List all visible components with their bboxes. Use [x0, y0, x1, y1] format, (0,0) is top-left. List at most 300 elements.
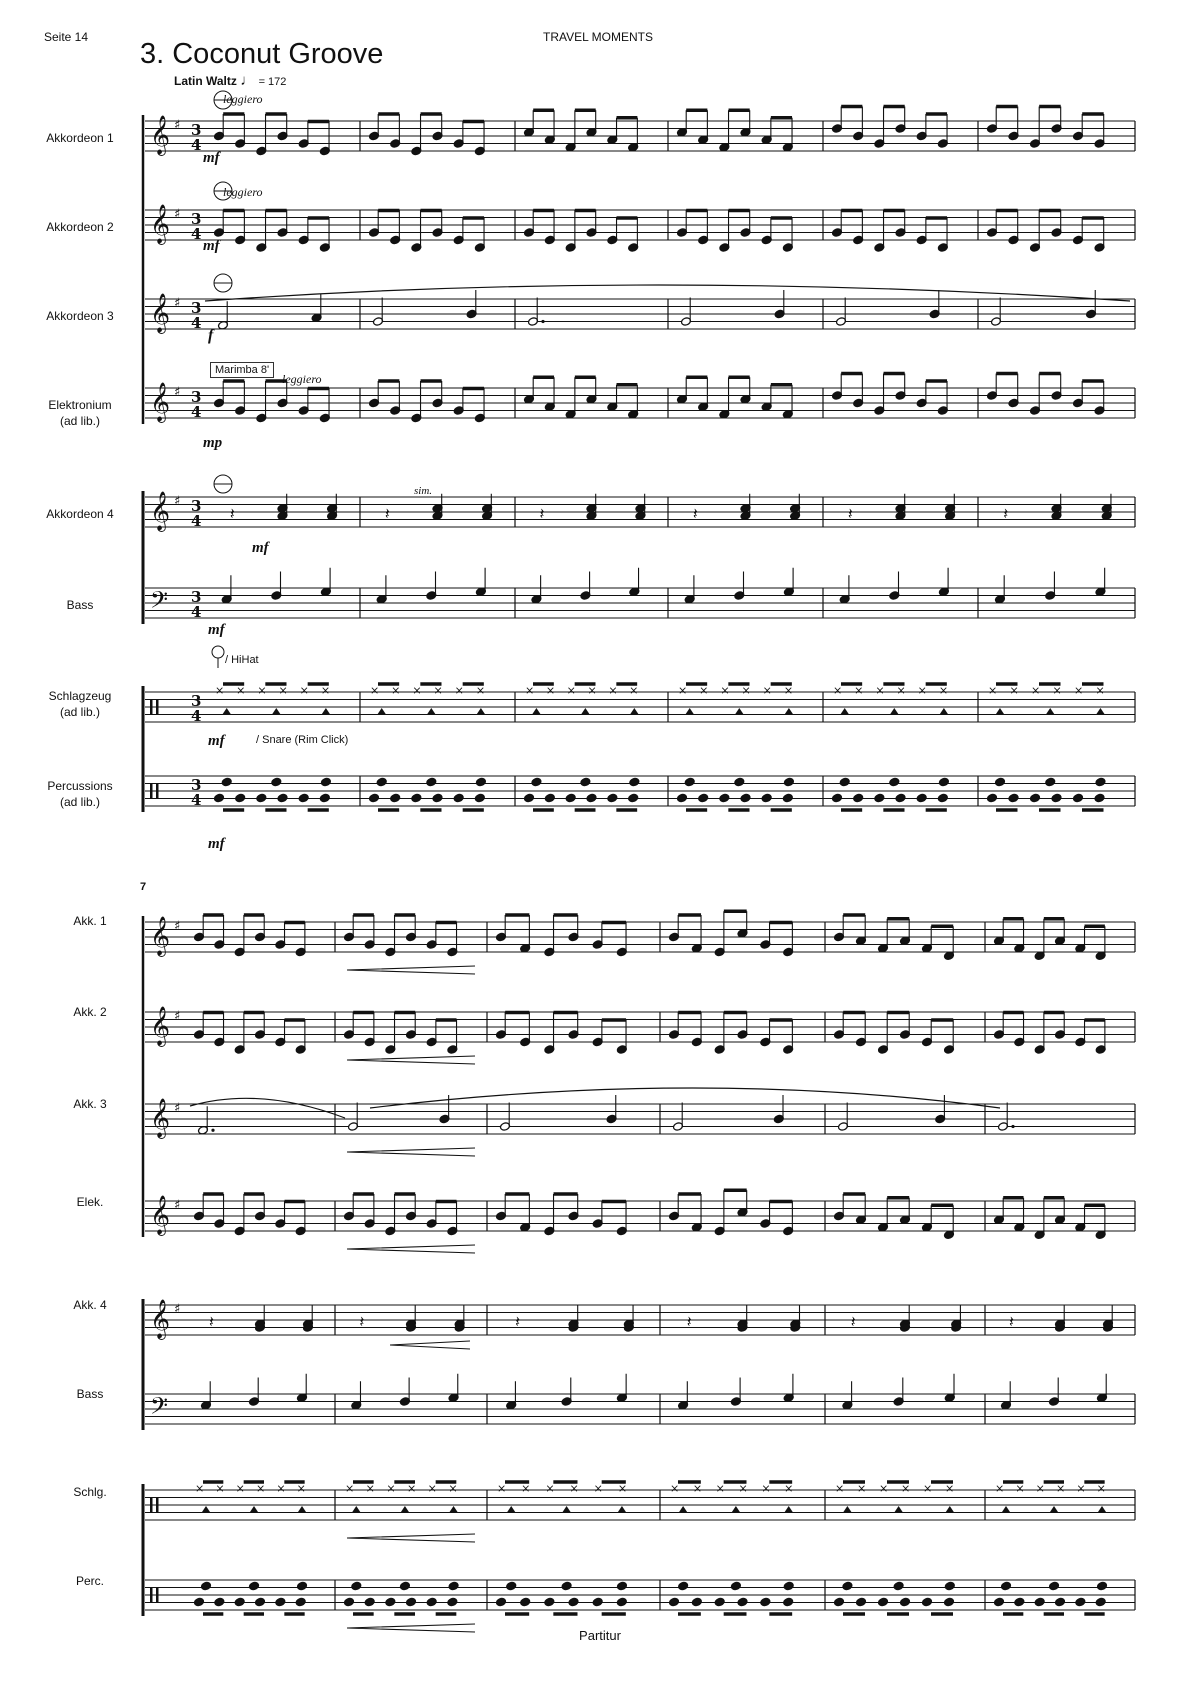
- bass-clef-icon: 𝄢: [150, 586, 169, 619]
- percussion-note: [832, 793, 843, 803]
- hihat-note: ×: [386, 1482, 396, 1495]
- hihat-note: ×: [454, 684, 464, 697]
- hihat-note: ×: [692, 1482, 703, 1495]
- hihat-note: ×: [1052, 684, 1062, 697]
- percussion-note: [937, 793, 948, 803]
- instrument-label-drums-short: Schlg.: [73, 1485, 107, 1499]
- snare-note: [890, 708, 898, 714]
- treble-clef-icon: 𝄞: [150, 916, 171, 956]
- quarter-rest: 𝄽: [686, 1312, 692, 1331]
- hihat-note: ×: [670, 1482, 680, 1495]
- percussion-note: [496, 1597, 507, 1607]
- hihat-note: ×: [875, 684, 885, 697]
- time-signature: 4: [191, 512, 202, 530]
- crescendo-hairpin: [347, 966, 475, 974]
- instrument-label-akk2-short: Akk. 2: [73, 1005, 107, 1019]
- key-signature-sharp: ♯: [174, 919, 181, 934]
- hihat-note: ×: [1009, 684, 1019, 697]
- hihat-note: ×: [741, 684, 751, 697]
- percussion-note: [399, 1581, 410, 1591]
- hihat-note: ×: [593, 1482, 603, 1495]
- percussion-note: [878, 1597, 889, 1607]
- hihat-note: ×: [995, 1482, 1005, 1495]
- hihat-note: ×: [256, 1482, 266, 1495]
- instrument-label-akk4: Akkordeon 4: [46, 507, 114, 521]
- hihat-note: ×: [938, 684, 949, 697]
- instrument-label-elek-short: Elek.: [76, 1195, 104, 1209]
- quarter-rest: 𝄽: [359, 1312, 365, 1331]
- instrument-label-akk1: Akkordeon 1: [46, 131, 114, 145]
- percussion-note: [783, 1581, 794, 1591]
- percussion-clef-icon: [156, 699, 159, 715]
- snare-note: [686, 708, 694, 714]
- percussion-note: [1097, 1581, 1108, 1591]
- hihat-note: ×: [215, 684, 225, 697]
- percussion-note: [691, 1597, 702, 1607]
- time-signature: 4: [191, 707, 202, 725]
- percussion-note: [783, 777, 794, 787]
- percussion-note: [922, 1597, 933, 1607]
- percussion-note: [320, 777, 331, 787]
- percussion-note: [1075, 1597, 1086, 1607]
- time-signature: 3: [191, 210, 202, 228]
- percussion-note: [235, 793, 246, 803]
- snare-note: [1098, 1506, 1106, 1512]
- snare-note: [946, 1506, 954, 1512]
- snare-note: [378, 708, 386, 714]
- hihat-note: ×: [901, 1482, 911, 1495]
- percussion-note: [842, 1581, 853, 1591]
- time-signature: 3: [191, 299, 202, 317]
- crescendo-hairpin: [390, 1341, 470, 1349]
- augmentation-dot: [1011, 1125, 1014, 1128]
- percussion-note: [1055, 1597, 1066, 1607]
- measure-number: 7: [140, 881, 147, 893]
- percussion-note: [565, 793, 576, 803]
- hihat-note: ×: [1031, 684, 1041, 697]
- hihat-note: ×: [525, 684, 535, 697]
- quarter-rest: 𝄽: [515, 1312, 521, 1331]
- percussion-note: [561, 1581, 572, 1591]
- hihat-note: ×: [945, 1482, 955, 1495]
- time-signature: 4: [191, 136, 202, 154]
- slur: [190, 1098, 345, 1118]
- snare-note: [322, 708, 330, 714]
- hihat-note: ×: [475, 684, 486, 697]
- leggiero-mark: leggiero: [282, 372, 322, 386]
- treble-clef-icon: 𝄞: [150, 115, 171, 155]
- hihat-note: ×: [783, 684, 794, 697]
- percussion-note: [344, 1597, 355, 1607]
- key-signature-sharp: ♯: [174, 1302, 181, 1317]
- percussion-note: [201, 1581, 212, 1591]
- snare-note: [427, 708, 435, 714]
- quarter-rest: 𝄽: [209, 1312, 214, 1331]
- snare-note: [940, 708, 948, 714]
- percussion-note: [586, 793, 597, 803]
- dynamic-elek: mp: [203, 435, 223, 451]
- hihat-note: ×: [762, 684, 772, 697]
- time-signature: 3: [191, 776, 202, 794]
- snare-note: [250, 1506, 258, 1512]
- percussion-note: [234, 1597, 245, 1607]
- snare-note: [841, 708, 849, 714]
- percussion-note: [221, 777, 232, 787]
- percussion-note: [944, 1581, 955, 1591]
- time-signature: 3: [191, 588, 202, 606]
- snare-label: / Snare (Rim Click): [256, 734, 349, 746]
- dynamic-akk3: f: [208, 327, 214, 344]
- time-signature: 4: [191, 403, 202, 421]
- hihat-note: ×: [833, 684, 843, 697]
- percussion-note: [544, 793, 555, 803]
- hihat-note: ×: [720, 684, 730, 697]
- hihat-note: ×: [278, 684, 288, 697]
- hihat-note: ×: [1056, 1482, 1066, 1495]
- hihat-note: ×: [276, 1482, 286, 1495]
- percussion-clef-icon: [150, 783, 153, 799]
- percussion-note: [255, 1597, 266, 1607]
- hihat-note: ×: [857, 1482, 867, 1495]
- percussion-note: [944, 1597, 955, 1607]
- percussion-note: [295, 1597, 306, 1607]
- hihat-note: ×: [407, 1482, 417, 1495]
- percussion-clef-icon: [150, 1587, 153, 1603]
- percussion-note: [214, 1597, 225, 1607]
- dynamic-drums: mf: [208, 733, 225, 749]
- hihat-note: ×: [545, 684, 556, 697]
- marimba-box: Marimba 8': [210, 362, 274, 378]
- quarter-rest: 𝄽: [384, 504, 390, 523]
- quarter-note-icon: ♩: [240, 72, 256, 89]
- quarter-rest: 𝄽: [692, 504, 698, 523]
- hihat-note: ×: [427, 1482, 437, 1495]
- hihat-note: ×: [320, 684, 331, 697]
- percussion-note: [1008, 793, 1019, 803]
- quarter-rest: 𝄽: [1003, 504, 1009, 523]
- percussion-note: [1030, 793, 1041, 803]
- time-signature: 3: [191, 497, 202, 515]
- percussion-note: [580, 777, 591, 787]
- hihat-note: ×: [195, 1482, 205, 1495]
- instrument-label-perc: Percussions (ad lib.): [47, 779, 113, 809]
- percussion-note: [916, 793, 927, 803]
- hihat-note: ×: [1095, 684, 1105, 697]
- instrument-label-akk3: Akkordeon 3: [46, 309, 114, 323]
- instrument-label-elek: Elektronium (ad lib.): [48, 398, 112, 428]
- dynamic-bass: mf: [208, 622, 225, 638]
- instrument-label-bass: Bass: [66, 598, 94, 612]
- percussion-note: [592, 1597, 603, 1607]
- percussion-note: [531, 777, 542, 787]
- collection-title: TRAVEL MOMENTS: [543, 30, 654, 44]
- hihat-note: ×: [412, 684, 422, 697]
- hihat-note: ×: [678, 684, 688, 697]
- percussion-clef-icon: [150, 699, 153, 715]
- percussion-note: [426, 777, 437, 787]
- drumstick-icon: [212, 646, 224, 658]
- percussion-note: [669, 1597, 680, 1607]
- snare-note: [618, 1506, 626, 1512]
- crescendo-hairpin: [347, 1534, 475, 1542]
- snare-note: [895, 1506, 903, 1512]
- dynamic-akk1: mf: [203, 150, 220, 166]
- snare-note: [581, 708, 589, 714]
- treble-clef-icon: 𝄞: [150, 1195, 171, 1235]
- percussion-note: [1095, 1597, 1106, 1607]
- hihat-note: ×: [299, 684, 309, 697]
- percussion-note: [1034, 1597, 1045, 1607]
- augmentation-dot: [541, 320, 544, 323]
- hihat-note: ×: [1076, 1482, 1086, 1495]
- hihat-note: ×: [365, 1482, 375, 1495]
- hihat-note: ×: [566, 684, 576, 697]
- percussion-note: [761, 793, 772, 803]
- time-signature: 3: [191, 692, 202, 710]
- percussion-note: [740, 793, 751, 803]
- percussion-note: [256, 793, 267, 803]
- instrument-label-bass-short: Bass: [76, 1387, 104, 1401]
- hihat-note: ×: [761, 1482, 771, 1495]
- percussion-note: [760, 1597, 771, 1607]
- treble-clef-icon: 𝄞: [150, 491, 171, 531]
- percussion-note: [1094, 793, 1105, 803]
- percussion-note: [411, 793, 422, 803]
- percussion-note: [249, 1581, 260, 1591]
- treble-clef-icon: 𝄞: [150, 382, 171, 422]
- hihat-note: ×: [345, 1482, 355, 1495]
- snare-note: [202, 1506, 210, 1512]
- time-signature: 3: [191, 121, 202, 139]
- time-signature: 4: [191, 314, 202, 332]
- percussion-note: [277, 793, 288, 803]
- percussion-note: [628, 793, 639, 803]
- percussion-note: [385, 1597, 396, 1607]
- snare-note: [563, 1506, 571, 1512]
- instrument-label-akk4-short: Akk. 4: [73, 1298, 107, 1312]
- snare-note: [298, 1506, 306, 1512]
- hihat-note: ×: [433, 684, 443, 697]
- piece-title: 3. Coconut Groove: [140, 38, 384, 70]
- hihat-note: ×: [448, 1482, 458, 1495]
- hihat-note: ×: [521, 1482, 531, 1495]
- instrument-label-akk3-short: Akk. 3: [73, 1097, 107, 1111]
- key-signature-sharp: ♯: [174, 296, 181, 311]
- percussion-note: [1095, 777, 1106, 787]
- instrument-label-akk2: Akkordeon 2: [46, 220, 114, 234]
- percussion-clef-icon: [156, 783, 159, 799]
- percussion-note: [616, 1597, 627, 1607]
- time-signature: 4: [191, 225, 202, 243]
- percussion-note: [994, 777, 1005, 787]
- snare-note: [785, 708, 793, 714]
- percussion-note: [737, 1597, 748, 1607]
- augmentation-dot: [211, 1129, 214, 1132]
- leggiero-mark: leggiero: [223, 92, 263, 106]
- hihat-note: ×: [879, 1482, 889, 1495]
- hihat-note: ×: [699, 684, 709, 697]
- percussion-note: [432, 793, 443, 803]
- percussion-note: [376, 777, 387, 787]
- snare-note: [450, 1506, 458, 1512]
- hihat-note: ×: [854, 684, 864, 697]
- treble-clef-icon: 𝄞: [150, 1006, 171, 1046]
- percussion-note: [447, 1597, 458, 1607]
- instrument-label-drums: Schlagzeug (ad lib.): [48, 689, 112, 719]
- hihat-note: ×: [608, 684, 618, 697]
- snare-note: [732, 1506, 740, 1512]
- quarter-rest: 𝄽: [1009, 1312, 1014, 1331]
- hihat-note: ×: [497, 1482, 507, 1495]
- key-signature-sharp: ♯: [174, 1101, 181, 1116]
- snare-note: [507, 1506, 515, 1512]
- percussion-note: [714, 1597, 725, 1607]
- crescendo-hairpin: [347, 1056, 475, 1064]
- percussion-note: [364, 1597, 375, 1607]
- percussion-note: [893, 1581, 904, 1591]
- hihat-note: ×: [835, 1482, 845, 1495]
- hihat-note: ×: [738, 1482, 748, 1495]
- percussion-note: [856, 1597, 867, 1607]
- hihat-note: ×: [617, 1482, 628, 1495]
- leggiero-mark: leggiero: [223, 185, 263, 199]
- snare-note: [630, 708, 638, 714]
- hihat-note: ×: [917, 684, 927, 697]
- percussion-note: [895, 793, 906, 803]
- percussion-note: [426, 1597, 437, 1607]
- hihat-note: ×: [587, 684, 597, 697]
- bass-clef-icon: 𝄢: [150, 1392, 169, 1425]
- treble-clef-icon: 𝄞: [150, 204, 171, 244]
- key-signature-sharp: ♯: [174, 385, 181, 400]
- time-signature: 4: [191, 603, 202, 621]
- instrument-label-akk1-short: Akk. 1: [73, 914, 107, 928]
- percussion-note: [1045, 777, 1056, 787]
- key-signature-sharp: ♯: [174, 494, 181, 509]
- time-signature: 3: [191, 388, 202, 406]
- snare-note: [679, 1506, 687, 1512]
- percussion-note: [994, 1597, 1005, 1607]
- percussion-clef-icon: [156, 1497, 159, 1513]
- treble-clef-icon: 𝄞: [150, 293, 171, 333]
- tempo-value: = 172: [258, 76, 287, 88]
- percussion-note: [734, 777, 745, 787]
- percussion-note: [271, 777, 282, 787]
- percussion-note: [297, 1581, 308, 1591]
- percussion-note: [568, 1597, 579, 1607]
- hihat-note: ×: [545, 1482, 555, 1495]
- percussion-note: [874, 793, 885, 803]
- percussion-clef-icon: [156, 1587, 159, 1603]
- percussion-note: [319, 793, 330, 803]
- percussion-note: [1001, 1581, 1012, 1591]
- percussion-note: [194, 1597, 205, 1607]
- treble-clef-icon: 𝄞: [150, 1098, 171, 1138]
- percussion-note: [351, 1581, 362, 1591]
- percussion-note: [629, 777, 640, 787]
- percussion-note: [390, 793, 401, 803]
- page-number: Seite 14: [44, 30, 89, 44]
- snare-note: [352, 1506, 360, 1512]
- hihat-note: ×: [715, 1482, 725, 1495]
- percussion-note: [938, 777, 949, 787]
- quarter-rest: 𝄽: [850, 1312, 856, 1331]
- sim-mark: sim.: [414, 485, 433, 497]
- percussion-note: [1014, 1597, 1025, 1607]
- percussion-note: [448, 1581, 459, 1591]
- style-label: Latin Waltz: [174, 74, 237, 88]
- crescendo-hairpin: [347, 1148, 475, 1156]
- snare-note: [735, 708, 743, 714]
- hihat-note: ×: [215, 1482, 225, 1495]
- footer-label: Partitur: [579, 1628, 621, 1643]
- percussion-note: [719, 793, 730, 803]
- snare-note: [532, 708, 540, 714]
- percussion-note: [275, 1597, 286, 1607]
- hihat-note: ×: [235, 1482, 245, 1495]
- percussion-note: [298, 793, 309, 803]
- percussion-note: [369, 793, 380, 803]
- percussion-note: [474, 793, 485, 803]
- percussion-note: [839, 777, 850, 787]
- snare-note: [1046, 708, 1054, 714]
- key-signature-sharp: ♯: [174, 118, 181, 133]
- percussion-note: [475, 777, 486, 787]
- snare-note: [401, 1506, 409, 1512]
- dynamic-akk2: mf: [203, 238, 220, 254]
- snare-note: [272, 708, 280, 714]
- percussion-note: [544, 1597, 555, 1607]
- hihat-label: / HiHat: [225, 654, 259, 666]
- quarter-rest: 𝄽: [539, 504, 545, 523]
- percussion-note: [616, 1581, 627, 1591]
- hihat-note: ×: [1035, 1482, 1045, 1495]
- instrument-label-perc-short: Perc.: [75, 1574, 104, 1588]
- percussion-note: [1049, 1581, 1060, 1591]
- slur: [370, 1088, 1000, 1108]
- percussion-note: [406, 1597, 417, 1607]
- hihat-note: ×: [296, 1482, 306, 1495]
- percussion-note: [677, 793, 688, 803]
- percussion-note: [520, 1597, 531, 1607]
- hihat-note: ×: [391, 684, 401, 697]
- percussion-note: [684, 777, 695, 787]
- dynamic-perc: mf: [208, 836, 225, 852]
- percussion-note: [1073, 793, 1084, 803]
- snare-note: [1050, 1506, 1058, 1512]
- percussion-note: [1051, 793, 1062, 803]
- percussion-note: [987, 793, 998, 803]
- key-signature-sharp: ♯: [174, 1009, 181, 1024]
- percussion-note: [853, 793, 864, 803]
- time-signature: 4: [191, 791, 202, 809]
- quarter-rest: 𝄽: [229, 504, 235, 523]
- hihat-note: ×: [370, 684, 380, 697]
- percussion-note: [889, 777, 900, 787]
- hihat-note: ×: [236, 684, 246, 697]
- percussion-note: [900, 1597, 911, 1607]
- snare-note: [477, 708, 485, 714]
- snare-note: [843, 1506, 851, 1512]
- hihat-note: ×: [569, 1482, 579, 1495]
- percussion-note: [453, 793, 464, 803]
- hihat-note: ×: [629, 684, 639, 697]
- hihat-note: ×: [784, 1482, 794, 1495]
- percussion-note: [607, 793, 618, 803]
- key-signature-sharp: ♯: [174, 207, 181, 222]
- snare-note: [996, 708, 1004, 714]
- percussion-note: [678, 1581, 689, 1591]
